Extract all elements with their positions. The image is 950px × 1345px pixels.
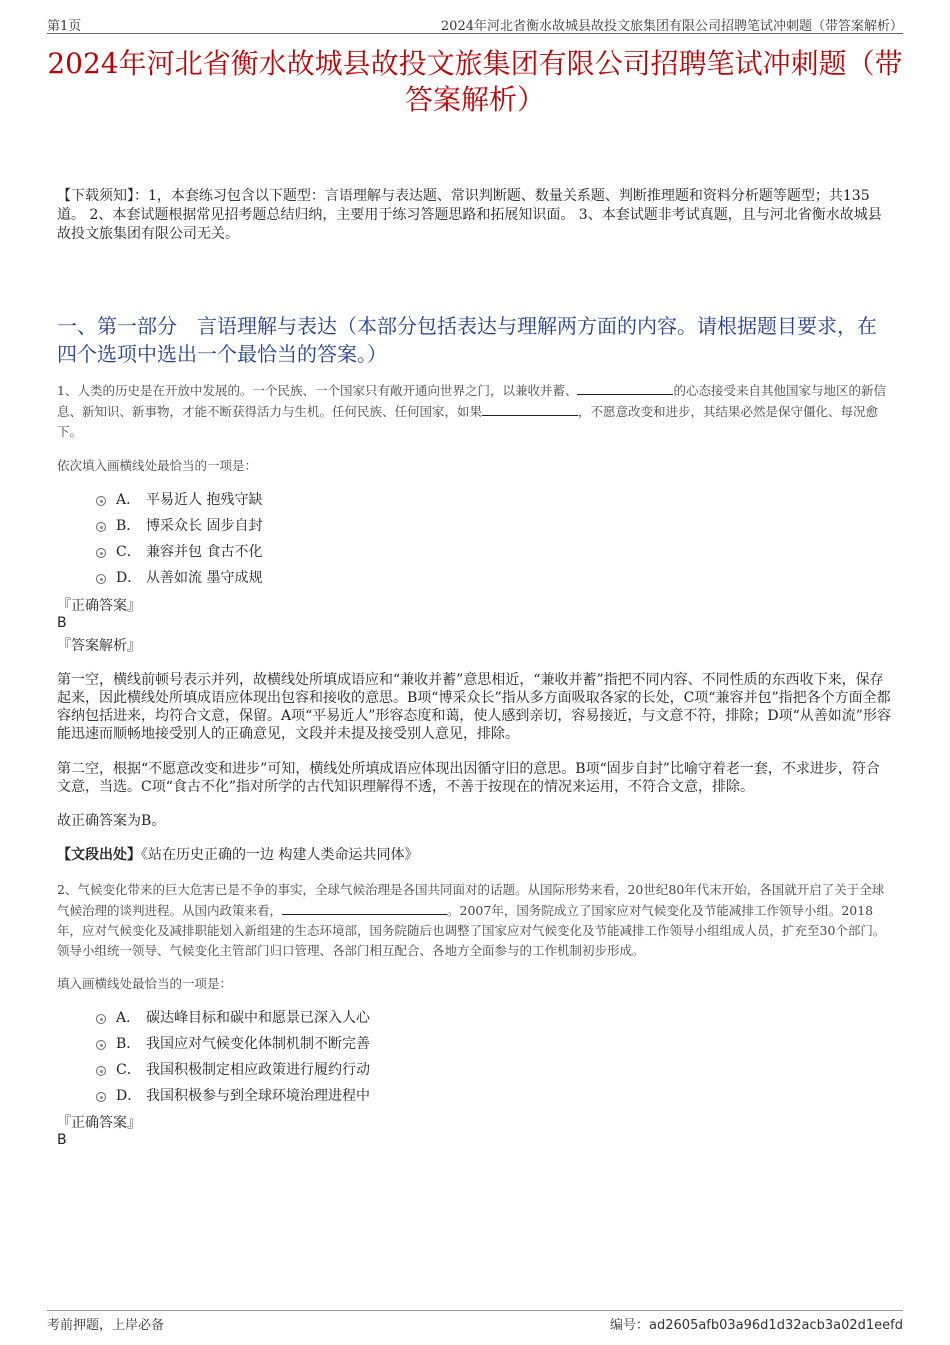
option-text: 我国应对气候变化体制机制不断完善 (146, 1036, 370, 1052)
radio-icon[interactable] (96, 1066, 106, 1076)
answer-label: 『正确答案』 (57, 1115, 141, 1131)
option-letter: A． (116, 1010, 141, 1026)
radio-icon[interactable] (96, 496, 106, 506)
option-text: 从善如流 墨守成规 (146, 570, 263, 586)
option-letter: A． (116, 492, 141, 508)
source-label: 【文段出处】 (57, 847, 141, 863)
option-a[interactable] (96, 487, 262, 513)
option-letter: C． (116, 544, 141, 560)
code-label: 编号： (610, 1318, 650, 1333)
radio-icon[interactable] (96, 1092, 106, 1102)
radio-icon[interactable] (96, 574, 106, 584)
option-letter: C． (116, 1062, 141, 1078)
analysis-label: 『答案解析』 (57, 638, 141, 654)
footer-slogan: 考前押题，上岸必备 (47, 1318, 165, 1333)
option-text: 我国积极制定相应政策进行履约行动 (146, 1062, 370, 1078)
question-2-prompt: 填入画横线处最恰当的一项是： (57, 976, 233, 991)
analysis-conclusion: 故正确答案为B。 (57, 813, 166, 829)
answer-label: 『正确答案』 (57, 598, 141, 614)
radio-icon[interactable] (96, 1014, 106, 1024)
radio-icon[interactable] (96, 522, 106, 532)
option-text: 碳达峰目标和碳中和愿景已深入人心 (146, 1010, 370, 1026)
option-c[interactable] (96, 539, 262, 565)
option-letter: B． (116, 518, 141, 534)
passage-source (57, 846, 893, 864)
question-1-stem (57, 380, 893, 442)
header-divider (47, 33, 903, 34)
option-text: 博采众长 固步自封 (146, 518, 263, 534)
option-a[interactable] (96, 1005, 370, 1031)
code-value: ad2605afb03a96d1d32acb3a02d1eefd (649, 1318, 903, 1333)
fill-blank-2 (482, 401, 578, 416)
radio-icon[interactable] (96, 1040, 106, 1050)
option-b[interactable] (96, 1031, 370, 1057)
question-1-options (96, 487, 262, 591)
radio-icon[interactable] (96, 548, 106, 558)
question-2-options (96, 1005, 370, 1109)
question-1-text-c: ，不愿意改变和进步，其结果必然是保守僵化、每况愈下。 (57, 404, 879, 439)
option-d[interactable] (96, 565, 262, 591)
option-text: 兼容并包 食古不化 (146, 544, 263, 560)
analysis-paragraph-1: 第一空，横线前顿号表示并列，故横线处所填成语应和“兼收并蓄”意思相近，“兼收并蓄”指把不同内容、不同性质的东西收下来，保存起来，因此横线处所填成语应体现出包容和接收的意思。B项“博采众长”指从多方面吸取各家的长处，C项“兼容并包”指把各个方面全都容纳包括进来，均符合文意，保留。A项“平易近人”形容态度和蔼，使人感到亲切，容易接近，与文意不符，排除；D项“从善如流”形容能迅速而顺畅地接受别人的正确意见，文段并未提及接受别人意见，排除。 (57, 672, 891, 742)
answer-value: B (57, 615, 67, 631)
fill-blank-1 (577, 380, 673, 395)
document-title: 2024年河北省衡水故城县故投文旅集团有限公司招聘笔试冲刺题（带答案解析） (47, 47, 903, 116)
fill-blank-3 (282, 900, 447, 915)
option-c[interactable] (96, 1057, 370, 1083)
option-letter: D． (116, 1088, 142, 1104)
question-2-text-a: 2、气候变化带来的巨大危害已是不争的事实，全球气候治理是各国共同面对的话题。从国际形势来看，20世纪80年代末开始，各国就开启了关于全球气候治理的谈判进程。从国内政策来看， (57, 882, 885, 918)
answer-value: B (57, 1132, 67, 1148)
question-1-prompt: 依次填入画横线处最恰当的一项是： (57, 458, 258, 473)
page-number: 第1页 (47, 19, 82, 34)
source-text: 《站在历史正确的一边 构建人类命运共同体》 (141, 847, 419, 863)
question-2-text-b: 。2007年，国务院成立了国家应对气候变化及节能减排工作领导小组。2018年，应对气候变化及减排职能划入新组建的生态环境部，国务院随后也调整了国家应对气候变化及节能减排工作领导小组组成人员，扩充至30个部门。领导小组统一领导、气候变化主管部门归口管理、各部门相互配合、各地方全面参与的工作机制初步形成。 (57, 903, 886, 958)
option-letter: B． (116, 1036, 141, 1052)
question-1-text-b: 的心态接受来自其他国家与地区的新信息、新知识、新事物，才能不断获得活力与生机。任何民族、任何国家，如果 (57, 383, 886, 419)
option-text: 我国积极参与到全球环境治理进程中 (146, 1088, 370, 1104)
option-d[interactable] (96, 1083, 370, 1109)
option-b[interactable] (96, 513, 262, 539)
running-header-title: 2024年河北省衡水故城县故投文旅集团有限公司招聘笔试冲刺题（带答案解析） (440, 19, 903, 34)
analysis-paragraph-2: 第二空，根据“不愿意改变和进步”可知，横线处所填成语应体现出因循守旧的意思。B项“固步自封”比喻守着老一套，不求进步，符合文意，当选。C项“食古不化”指对所学的古代知识理解得不透，不善于按现在的情况来运用，不符合文意，排除。 (57, 761, 880, 795)
question-1-text-a: 1、人类的历史是在开放中发展的。一个民族、一个国家只有敞开通向世界之门，以兼收并蓄、 (57, 383, 578, 398)
section-heading: 一、第一部分 言语理解与表达（本部分包括表达与理解两方面的内容。请根据题目要求，在四个选项中选出一个最恰当的答案。） (57, 314, 877, 366)
question-2-stem (57, 880, 893, 961)
document-code (610, 1314, 903, 1333)
download-notice: 【下载须知】：1，本套练习包含以下题型：言语理解与表达题、常识判断题、数量关系题、判断推理题和资料分析题等题型；共135道。 2、本套试题根据常见招考题总结归纳，主要用于练习答题思路和拓展知识面。 3、本套试题非考试真题，且与河北省衡水故城县故投文旅集团有限公司无关。 (57, 188, 882, 242)
option-letter: D． (116, 570, 142, 586)
option-text: 平易近人 抱残守缺 (146, 492, 263, 508)
footer-divider (47, 1310, 903, 1311)
